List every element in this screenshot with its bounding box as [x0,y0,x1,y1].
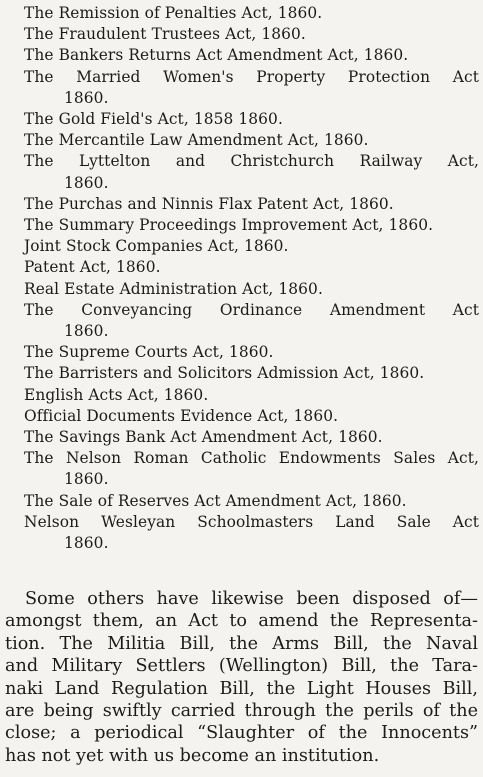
act-item [24,427,479,448]
closing-paragraph [5,588,478,767]
paragraph-line: and Military Settlers (Wellington) Bill, the Tara- [5,656,478,677]
act-title: The Supreme Courts Act, 1860. [24,343,274,362]
act-year: 1860. [64,470,109,489]
act-title: The Summary Proceedings Improvement Act, 1860. [24,216,434,235]
act-item [24,67,479,109]
act-item [24,491,479,512]
act-year: 1860. [64,173,109,192]
act-year: 1860. [64,322,109,341]
paragraph-line: tion. The Militia Bill, the Arms Bill, the Naval [5,633,478,654]
act-title: The Remission of Penalties Act, 1860. [24,4,323,22]
act-title: The Fraudulent Trustees Act, 1860. [24,25,306,44]
act-item [24,236,479,257]
act-item [24,130,479,151]
act-item [24,215,479,236]
act-year: 1860. [64,534,109,553]
act-item [24,257,479,278]
act-title: The Married Women's Property Protection Act [24,67,479,86]
paragraph-line: close; a periodical “Slaughter of the Innocents” [5,723,478,744]
act-title: The Conveyancing Ordinance Amendment Act [24,300,479,319]
act-item [24,385,479,406]
act-item [24,194,479,215]
acts-list [24,3,479,554]
act-title: The Sale of Reserves Act Amendment Act, 1860. [24,491,407,510]
act-title: The Gold Field's Act, 1858 1860. [24,110,283,129]
act-title: The Lyttelton and Christchurch Railway Act, [24,152,479,171]
act-item [24,512,479,554]
act-title: Patent Act, 1860. [24,258,161,277]
act-item [24,363,479,384]
paragraph-line: Some others have likewise been disposed of— [25,589,478,609]
paragraph-line: has not yet with us become an institution. [5,745,380,766]
act-year: 1860. [64,88,109,107]
act-title: The Purchas and Ninnis Flax Patent Act, 1860. [24,194,394,213]
act-title: Nelson Wesleyan Schoolmasters Land Sale Act [24,512,479,531]
act-item [24,406,479,427]
act-item [24,279,479,300]
act-item [24,45,479,66]
act-title: The Barristers and Solicitors Admission Act, 1860. [24,364,425,383]
act-item [24,151,479,193]
act-title: The Nelson Roman Catholic Endowments Sales Act, [24,449,479,468]
act-item [24,342,479,363]
act-title: The Bankers Returns Act Amendment Act, 1860. [24,46,409,65]
act-title: The Savings Bank Act Amendment Act, 1860. [24,428,383,447]
act-title: The Mercantile Law Amendment Act, 1860. [24,131,369,150]
act-title: English Acts Act, 1860. [24,385,209,404]
act-item [24,109,479,130]
act-item [24,300,479,342]
act-title: Real Estate Administration Act, 1860. [24,279,323,298]
act-item [24,3,479,24]
paragraph-line: naki Land Regulation Bill, the Light Houses Bill, [5,678,478,699]
paragraph-line: amongst them, an Act to amend the Representa- [5,611,478,632]
act-item [24,24,479,45]
paragraph-line: are being swiftly carried through the perils of the [5,701,478,722]
act-title: Joint Stock Companies Act, 1860. [24,237,289,256]
act-title: Official Documents Evidence Act, 1860. [24,406,339,425]
act-item [24,448,479,490]
